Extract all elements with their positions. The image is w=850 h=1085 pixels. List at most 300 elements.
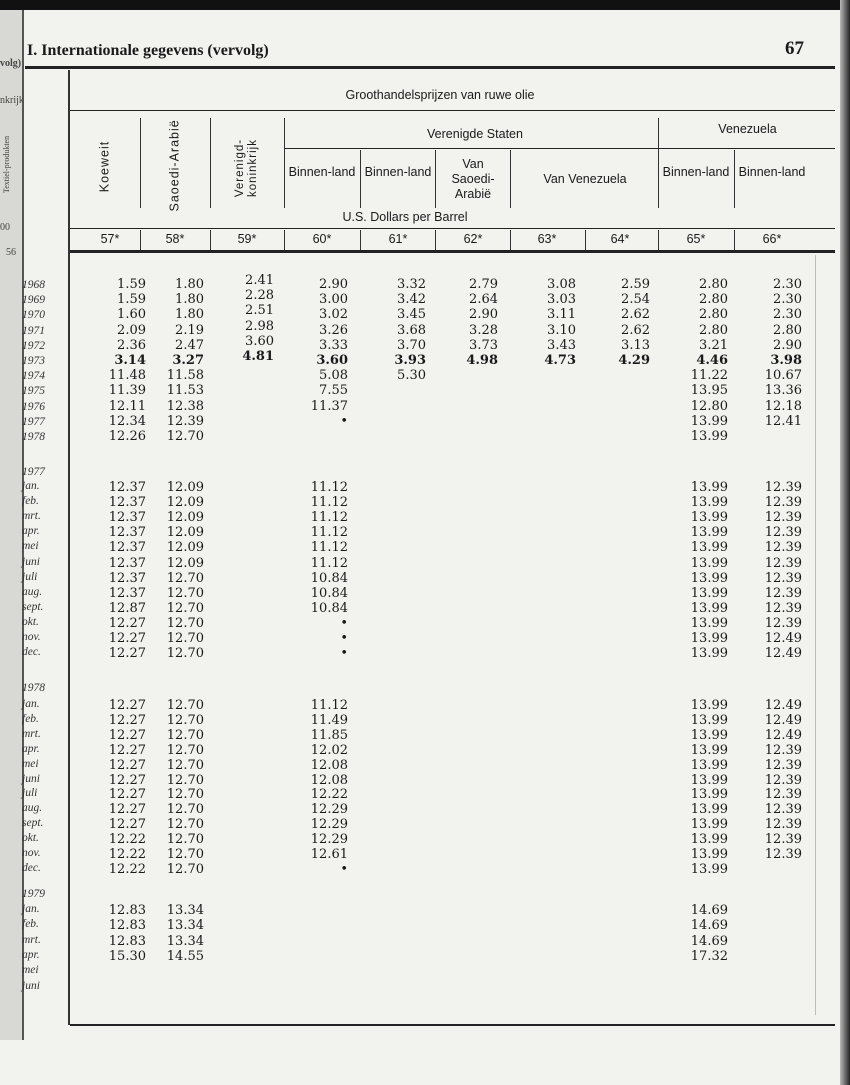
row-label: mei (22, 757, 39, 770)
table-cell: • (340, 861, 348, 877)
table-cell: 7.55 (319, 383, 348, 399)
row-label: nov. (22, 847, 41, 859)
table-cell: 2.51 (245, 303, 274, 319)
row-label: 1976 (22, 400, 45, 413)
table-cell: 12.70 (166, 742, 204, 758)
table-cell: 12.22 (108, 832, 146, 848)
table-cell: 12.08 (310, 772, 348, 788)
table-cell: 2.19 (175, 322, 204, 338)
table-cell: 3.32 (397, 277, 426, 292)
row-label: jan. (22, 698, 40, 710)
table-cell: 12.49 (764, 712, 802, 728)
row-label: 1969 (22, 294, 45, 307)
row-label: nov. (22, 631, 41, 643)
table-cell: 2.90 (469, 307, 498, 323)
column-header-binnenland: Binnen-land (662, 165, 730, 179)
table-cell: 12.09 (166, 525, 204, 541)
table-cell: 12.70 (166, 787, 204, 803)
table-cell: 12.27 (108, 742, 146, 758)
table-cell: 12.70 (166, 757, 204, 773)
table-cell: 12.39 (764, 495, 802, 511)
table-cell: 13.99 (690, 772, 728, 788)
row-label: juni (22, 772, 40, 785)
row-label: 1974 (22, 370, 45, 383)
table-cell: 13.95 (690, 383, 728, 399)
table-cell: 12.08 (310, 757, 348, 773)
row-label: sept. (22, 817, 44, 830)
table-cell: 11.85 (310, 727, 348, 743)
table-cell: 3.33 (319, 337, 348, 353)
table-cell: 2.98 (245, 318, 274, 334)
column-number: 60* (312, 232, 332, 246)
column-number: 66* (762, 232, 782, 246)
row-label: 1978 (22, 431, 45, 443)
unit-label: U.S. Dollars per Barrel (342, 210, 468, 224)
row-label: 1968 (22, 279, 45, 291)
table-cell: 12.27 (108, 802, 146, 818)
table-cell: 12.49 (764, 631, 802, 646)
table-cell: 12.87 (108, 600, 146, 616)
table-cell: 13.99 (690, 510, 728, 526)
table-cell: 1.80 (175, 292, 204, 308)
table-cell: 3.26 (319, 322, 348, 338)
table-cell: 13.99 (690, 480, 728, 495)
table-cell: 13.99 (690, 570, 728, 586)
table-cell: 13.99 (690, 525, 728, 541)
table-cell: 2.62 (621, 307, 650, 323)
row-label: apr. (22, 742, 40, 755)
table-cell: 12.27 (108, 817, 146, 833)
table-cell: 12.70 (166, 429, 204, 444)
row-label: 1973 (22, 355, 45, 367)
table-cell: 13.99 (690, 600, 728, 616)
table-cell: 2.80 (773, 322, 802, 338)
table-cell: 2.30 (773, 277, 802, 292)
table-cell: 12.70 (166, 861, 204, 877)
table-cell: 3.60 (245, 333, 274, 349)
table-cell: 3.14 (114, 353, 146, 368)
table-cell: 3.43 (547, 337, 576, 353)
table-cell: 12.09 (166, 480, 204, 495)
table-cell: 12.27 (108, 646, 146, 662)
table-cell: 4.29 (618, 353, 650, 368)
column-divider (658, 230, 659, 250)
table-cell: 2.30 (773, 307, 802, 323)
row-label: juli (22, 787, 38, 800)
column-divider (360, 150, 361, 208)
table-cell: 14.55 (166, 948, 204, 964)
table-cell: 1.59 (117, 292, 146, 308)
table-cell: 12.39 (764, 615, 802, 631)
table-cell: 12.70 (166, 727, 204, 743)
scan-top-border (0, 0, 850, 10)
table-cell: 13.99 (690, 802, 728, 818)
column-divider (510, 150, 511, 208)
column-divider (140, 118, 141, 208)
row-label: feb. (22, 495, 39, 508)
table-cell: 13.34 (166, 903, 204, 918)
table-cell: 11.48 (108, 368, 146, 384)
table-cell: 2.90 (319, 277, 348, 292)
adjacent-page-text: 56 (6, 247, 16, 258)
table-cell: 1.80 (175, 307, 204, 323)
table-cell: 12.22 (108, 847, 146, 862)
table-cell: 2.64 (469, 292, 498, 308)
row-label: 1970 (22, 309, 45, 322)
column-divider (210, 230, 211, 250)
table-cell: 11.12 (310, 525, 348, 541)
table-cell: 3.03 (547, 292, 576, 308)
table-cell: 11.22 (690, 368, 728, 384)
row-label: okt. (22, 615, 39, 628)
table-cell: 12.41 (764, 413, 802, 429)
page-number: 67 (785, 38, 804, 59)
table-cell: 12.37 (108, 510, 146, 526)
table-cell: 12.27 (108, 712, 146, 728)
table-cell: 15.30 (108, 948, 146, 964)
table-cell: 12.49 (764, 646, 802, 662)
row-label: aug. (22, 585, 43, 598)
table-cell: 3.60 (316, 353, 348, 368)
row-label: jan. (22, 480, 40, 492)
table-cell: 12.27 (108, 787, 146, 803)
table-cell: 12.70 (166, 817, 204, 833)
table-cell: 13.99 (690, 757, 728, 773)
row-label: okt. (22, 832, 39, 845)
table-cell: 4.73 (544, 353, 576, 368)
column-header-binnenland: Binnen-land (288, 165, 356, 179)
table-cell: 2.36 (117, 337, 146, 353)
column-divider (585, 230, 586, 250)
table-cell: 12.27 (108, 772, 146, 788)
table-cell: 13.99 (690, 495, 728, 511)
table-cell: 3.93 (394, 353, 426, 368)
table-cell: 3.68 (397, 322, 426, 338)
table-cell: 3.08 (547, 277, 576, 292)
table-cell: 12.39 (764, 757, 802, 773)
table-cell: 4.81 (242, 349, 274, 364)
row-label: juli (22, 570, 38, 583)
column-number: 59* (237, 232, 257, 246)
table-cell: 2.30 (773, 292, 802, 308)
header-rule (70, 110, 835, 111)
section-year-label: 1977 (22, 466, 45, 478)
table-cell: 5.30 (397, 368, 426, 384)
table-cell: 12.39 (764, 802, 802, 818)
column-divider (435, 230, 436, 250)
table-cell: 12.39 (764, 525, 802, 541)
table-cell: 12.49 (764, 698, 802, 713)
row-label: jan. (22, 903, 40, 915)
group-header-verenigde-staten: Verenigde Staten (427, 127, 523, 141)
adjacent-page-strip (0, 10, 24, 1040)
table-cell: 12.37 (108, 480, 146, 495)
row-label: feb. (22, 712, 39, 725)
column-divider (360, 230, 361, 250)
table-cell: 12.37 (108, 585, 146, 601)
table-cell: 12.27 (108, 615, 146, 631)
column-header-saoedi-arabie: Saoedi-Arabië (167, 119, 182, 212)
row-label: 1971 (22, 324, 45, 337)
table-cell: 12.09 (166, 510, 204, 526)
row-label: mei (22, 964, 39, 977)
table-cell: 13.99 (690, 631, 728, 646)
column-divider (734, 230, 735, 250)
table-cell: 4.98 (466, 353, 498, 368)
row-label: apr. (22, 525, 40, 538)
table-cell: 12.39 (166, 413, 204, 429)
table-cell: 13.99 (690, 615, 728, 631)
column-number: 63* (537, 232, 557, 246)
table-cell: 2.09 (117, 322, 146, 338)
table-cell: 12.34 (108, 413, 146, 429)
row-label: mrt. (22, 933, 41, 946)
column-number: 65* (686, 232, 706, 246)
table-cell: 12.39 (764, 540, 802, 556)
table-bottom-rule (70, 1024, 835, 1026)
column-divider (734, 150, 735, 208)
table-cell: 3.11 (547, 307, 576, 323)
table-cell: 3.70 (397, 337, 426, 353)
table-cell: 12.29 (310, 817, 348, 833)
table-cell: 12.49 (764, 727, 802, 743)
row-label: sept. (22, 600, 44, 613)
table-cell: 12.70 (166, 802, 204, 818)
column-header-van-venezuela: Van Venezuela (543, 172, 627, 186)
table-cell: 14.69 (690, 933, 728, 949)
row-label: feb. (22, 918, 39, 931)
table-cell: 12.37 (108, 540, 146, 556)
table-cell: 2.80 (699, 292, 728, 308)
table-cell: 12.39 (764, 742, 802, 758)
table-cell: 11.12 (310, 480, 348, 495)
table-cell: 12.83 (108, 918, 146, 934)
table-cell: 1.59 (117, 277, 146, 292)
table-cell: 2.80 (699, 307, 728, 323)
column-header-van-saoedi-arabie: Van Saoedi-Arabië (451, 157, 495, 201)
table-cell: 2.54 (621, 292, 650, 308)
table-cell: 13.99 (690, 832, 728, 848)
table-cell: 12.09 (166, 555, 204, 571)
column-number: 64* (610, 232, 630, 246)
table-cell: 3.21 (699, 337, 728, 353)
section-year-label: 1978 (22, 682, 45, 694)
table-cell: 12.22 (108, 861, 146, 877)
table-cell: 11.49 (310, 712, 348, 728)
table-super-header: Groothandelsprijzen van ruwe olie (345, 88, 535, 102)
table-cell: 12.70 (166, 772, 204, 788)
table-cell: 5.08 (319, 368, 348, 384)
table-cell: 11.12 (310, 698, 348, 713)
table-cell: 13.36 (764, 383, 802, 399)
table-cell: 3.73 (469, 337, 498, 353)
table-cell: 2.41 (245, 273, 274, 288)
column-number: 57* (100, 232, 120, 246)
table-cell: 12.27 (108, 631, 146, 646)
table-cell: 10.67 (764, 368, 802, 384)
table-cell: 13.99 (690, 646, 728, 662)
table-right-line (815, 255, 816, 1015)
table-cell: 12.22 (310, 787, 348, 803)
table-cell: 13.99 (690, 413, 728, 429)
table-cell: 13.99 (690, 727, 728, 743)
row-label: 1977 (22, 415, 45, 428)
column-header-verenigd-koninkrijk: Verenigd-koninkrijk (234, 138, 259, 198)
row-label: 1972 (22, 339, 45, 352)
table-cell: 12.39 (764, 555, 802, 571)
column-divider (210, 118, 211, 208)
adjacent-page-text: Textiel-produkten (2, 135, 12, 194)
table-cell: 13.99 (690, 712, 728, 728)
table-cell: 12.37 (108, 525, 146, 541)
page-title: I. Internationale gegevens (vervolg) (27, 42, 269, 59)
table-cell: 2.80 (699, 322, 728, 338)
table-cell: 2.47 (175, 337, 204, 353)
table-cell: 13.99 (690, 817, 728, 833)
unit-rule (70, 228, 835, 229)
table-cell: 12.70 (166, 646, 204, 662)
table-cell: 11.12 (310, 540, 348, 556)
column-divider (284, 230, 285, 250)
column-divider (435, 150, 436, 208)
column-divider (510, 230, 511, 250)
table-cell: 12.26 (108, 429, 146, 444)
table-cell: 13.34 (166, 933, 204, 949)
table-cell: 14.69 (690, 918, 728, 934)
table-cell: 13.99 (690, 698, 728, 713)
column-header-binnenland: Binnen-land (364, 165, 432, 179)
row-label: mei (22, 540, 39, 553)
table-cell: 12.02 (310, 742, 348, 758)
table-cell: 12.11 (108, 398, 146, 414)
table-cell: 12.37 (108, 555, 146, 571)
table-cell: 11.39 (108, 383, 146, 399)
column-divider (284, 118, 285, 208)
table-cell: • (340, 615, 348, 631)
column-number: 61* (388, 232, 408, 246)
row-label: mrt. (22, 510, 41, 523)
table-cell: 12.09 (166, 540, 204, 556)
table-cell: 3.27 (172, 353, 204, 368)
table-cell: 12.39 (764, 847, 802, 862)
table-cell: 12.39 (764, 600, 802, 616)
row-label: mrt. (22, 727, 41, 740)
table-cell: 3.10 (547, 322, 576, 338)
table-cell: 10.84 (310, 600, 348, 616)
table-cell: 12.83 (108, 903, 146, 918)
table-cell: 12.80 (690, 398, 728, 414)
table-cell: 12.27 (108, 757, 146, 773)
table-cell: 12.39 (764, 585, 802, 601)
table-cell: 12.70 (166, 698, 204, 713)
table-cell: 11.58 (166, 368, 204, 384)
table-cell: 14.69 (690, 903, 728, 918)
table-cell: 3.42 (397, 292, 426, 308)
table-cell: 12.27 (108, 727, 146, 743)
group-rule-vs (284, 148, 658, 149)
table-cell: 13.99 (690, 585, 728, 601)
adjacent-page-text: volg) (0, 58, 22, 69)
table-cell: 2.28 (245, 288, 274, 304)
table-cell: 12.39 (764, 570, 802, 586)
table-cell: 13.99 (690, 540, 728, 556)
table-cell: 12.83 (108, 933, 146, 949)
table-cell: 13.99 (690, 555, 728, 571)
table-cell: 12.39 (764, 787, 802, 803)
table-cell: 10.84 (310, 570, 348, 586)
table-cell: • (340, 413, 348, 429)
table-cell: 12.70 (166, 631, 204, 646)
table-cell: 12.09 (166, 495, 204, 511)
table-cell: 11.12 (310, 510, 348, 526)
table-cell: 12.70 (166, 570, 204, 586)
column-number: 62* (463, 232, 483, 246)
column-divider (658, 118, 659, 208)
adjacent-page-text: 00 (0, 222, 10, 233)
table-cell: 12.37 (108, 570, 146, 586)
table-cell: 12.29 (310, 832, 348, 848)
table-cell: 13.99 (690, 742, 728, 758)
table-cell: 1.80 (175, 277, 204, 292)
table-cell: 12.70 (166, 712, 204, 728)
table-cell: 11.53 (166, 383, 204, 399)
column-header-koeweit: Koeweit (97, 140, 112, 193)
table-cell: 12.70 (166, 600, 204, 616)
column-number: 58* (165, 232, 185, 246)
column-number-rule (70, 250, 835, 253)
table-cell: 2.59 (621, 277, 650, 292)
row-label: juni (22, 979, 40, 992)
table-cell: 2.80 (699, 277, 728, 292)
table-cell: 11.12 (310, 495, 348, 511)
group-rule-ve (658, 148, 835, 149)
table-cell: 17.32 (690, 948, 728, 964)
table-cell: 12.37 (108, 495, 146, 511)
table-cell: 11.12 (310, 555, 348, 571)
table-cell: 12.70 (166, 615, 204, 631)
table-cell: 2.62 (621, 322, 650, 338)
scan-right-edge (840, 0, 850, 1085)
table-cell: 13.99 (690, 429, 728, 444)
row-label: juni (22, 555, 40, 568)
table-cell: 12.39 (764, 832, 802, 848)
row-label: dec. (22, 646, 41, 659)
column-header-binnenland: Binnen-land (738, 165, 806, 179)
table-cell: 10.84 (310, 585, 348, 601)
row-label: dec. (22, 861, 41, 874)
row-label: apr. (22, 948, 40, 961)
table-cell: • (340, 646, 348, 662)
table-cell: 12.39 (764, 817, 802, 833)
column-divider (140, 230, 141, 250)
table-cell: 12.70 (166, 847, 204, 862)
section-year-label: 1979 (22, 888, 45, 900)
table-cell: 3.02 (319, 307, 348, 323)
table-cell: 12.38 (166, 398, 204, 414)
table-cell: 12.70 (166, 585, 204, 601)
table-cell: 13.99 (690, 847, 728, 862)
table-cell: 12.70 (166, 832, 204, 848)
row-label: aug. (22, 802, 43, 815)
table-cell: 2.90 (773, 337, 802, 353)
table-cell: 12.39 (764, 480, 802, 495)
table-cell: 12.29 (310, 802, 348, 818)
table-cell: 2.79 (469, 277, 498, 292)
table-cell: 3.98 (770, 353, 802, 368)
table-cell: • (340, 631, 348, 646)
table-cell: 3.45 (397, 307, 426, 323)
table-cell: 11.37 (310, 398, 348, 414)
